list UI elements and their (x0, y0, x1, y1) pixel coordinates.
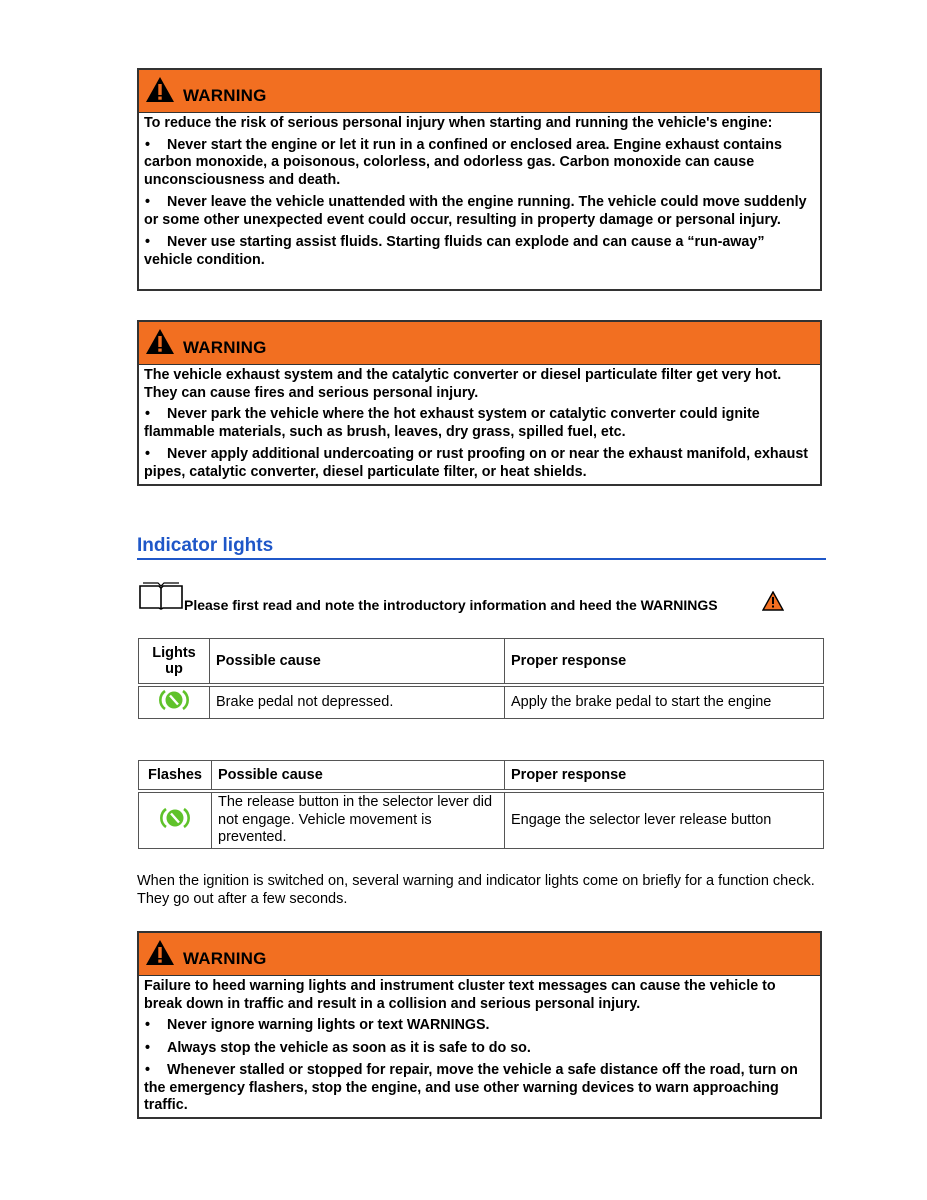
warning-item: • Never start the engine or let it run in a confined or enclosed area. Engine exhaust contains carbon monoxide, a poisonous, colorless, and odorless gas. Carbon monoxide can cause unconsciousness and death. (144, 136, 782, 188)
warning-triangle-icon (145, 328, 175, 355)
response-cell: Engage the selector lever release button (505, 791, 824, 849)
warning-triangle-icon (145, 939, 175, 966)
bullet-icon: • (145, 406, 151, 422)
indicator-icon-cell (139, 791, 212, 849)
warning-box-engine-start (137, 68, 822, 291)
warning-item: • Never use starting assist fluids. Starting fluids can explode and can cause a “run-away” vehicle condition. (144, 234, 765, 268)
bullet-icon: • (145, 194, 151, 210)
section-title: Indicator lights (137, 535, 274, 556)
column-header: Possible cause (212, 761, 505, 791)
warning-item: • Always stop the vehicle as soon as it is safe to do so. (145, 1039, 531, 1056)
warning-header (139, 322, 820, 365)
warning-header (139, 933, 820, 976)
open-book-icon (138, 582, 184, 610)
intro-note-text: Please first read and note the introductory information and heed the WARNINGS (184, 597, 718, 613)
warning-body (139, 365, 820, 485)
intro-note (138, 582, 838, 612)
warning-box-exhaust-heat (137, 320, 822, 486)
warning-item: • Never park the vehicle where the hot exhaust system or catalytic converter could ignite flammable materials, such as brush, leaves, dry grass, spilled fuel, etc. (144, 406, 760, 440)
warning-intro: Failure to heed warning lights and instrument cluster text messages can cause the vehicle to break down in traffic and result in a collision and serious personal injury. (144, 978, 776, 1012)
warning-header (139, 70, 820, 113)
table-header-row (139, 639, 824, 685)
response-cell: Apply the brake pedal to start the engine (505, 685, 824, 719)
cause-cell: The release button in the selector lever did not engage. Vehicle movement is prevented. (212, 791, 505, 849)
column-header: Lights up (139, 639, 210, 685)
warning-body (139, 113, 820, 273)
column-header: Proper response (505, 639, 824, 685)
warning-item: • Never ignore warning lights or text WARNINGS. (145, 1017, 490, 1033)
warning-intro: The vehicle exhaust system and the catalytic converter or diesel particulate filter get very hot. They can cause fires and serious personal injury. (144, 367, 782, 401)
column-header: Possible cause (210, 639, 505, 685)
bullet-icon: • (145, 446, 151, 462)
table-header-row (139, 761, 824, 791)
bullet-icon: • (145, 1017, 151, 1033)
warning-item: • Never leave the vehicle unattended with the engine running. The vehicle could move suddenly or some other unexpected event could occur, resulting in property damage or personal injury. (144, 194, 807, 228)
column-header: Proper response (505, 761, 824, 791)
bullet-icon: • (145, 1062, 151, 1078)
function-check-paragraph: When the ignition is switched on, several warning and indicator lights come on briefly for a function check. They go out after a few seconds. (137, 873, 815, 907)
warning-label: WARNING (183, 338, 267, 357)
warning-triangle-icon (145, 76, 175, 103)
warning-label: WARNING (183, 949, 267, 968)
warning-triangle-icon (762, 591, 784, 611)
indicator-table-lights-up (138, 638, 824, 719)
warning-intro: To reduce the risk of serious personal injury when starting and running the vehicle's engine: (144, 115, 773, 131)
indicator-icon-cell (139, 685, 210, 719)
warning-body (139, 976, 820, 1119)
table-row (139, 791, 824, 849)
indicator-table-flashes (138, 760, 824, 849)
bullet-icon: • (145, 1039, 151, 1056)
warning-item: • Whenever stalled or stopped for repair, move the vehicle a safe distance off the road, turn on the emergency flashers, stop the engine, and use other warning devices to warn approaching traffic. (144, 1062, 798, 1113)
bullet-icon: • (145, 136, 151, 153)
section-divider (137, 558, 826, 560)
warning-label: WARNING (183, 86, 267, 105)
warning-item: • Never apply additional undercoating or rust proofing on or near the exhaust manifold, exhaust pipes, catalytic converter, diesel particulate filter, or heat shields. (144, 446, 809, 480)
table-row (139, 685, 824, 719)
warning-box-ignore-lights (137, 931, 822, 1119)
brake-pedal-indicator-icon (160, 805, 190, 831)
cause-cell: Brake pedal not depressed. (210, 685, 505, 719)
column-header: Flashes (139, 761, 212, 791)
bullet-icon: • (145, 234, 151, 250)
brake-pedal-indicator-icon (159, 687, 189, 713)
